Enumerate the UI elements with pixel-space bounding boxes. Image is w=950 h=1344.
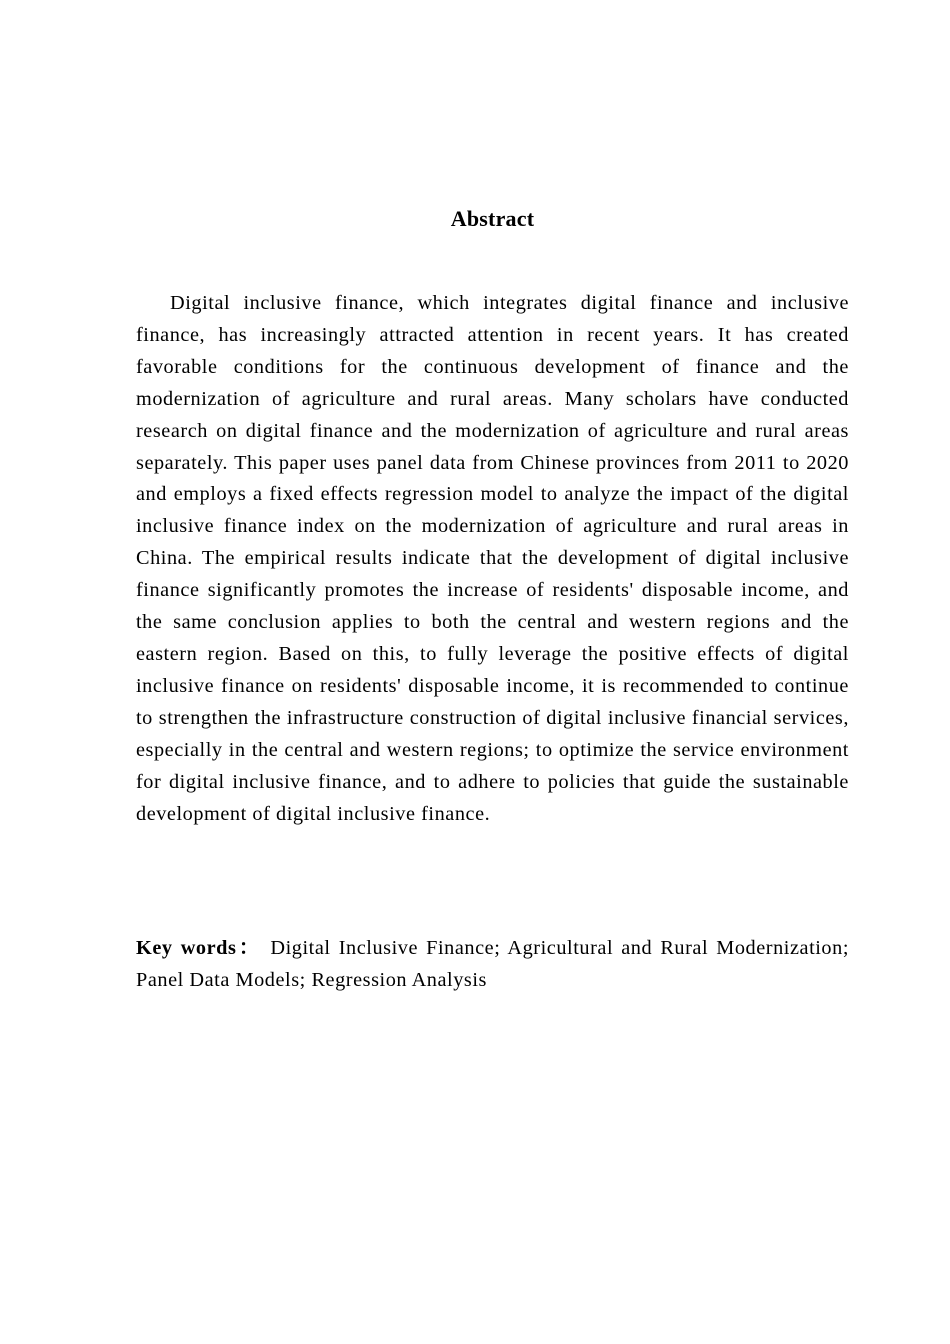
keywords-text: Digital Inclusive Finance; Agricultural and Rural Modernization; Panel Data Models; Regression Analysis xyxy=(136,937,849,991)
abstract-title: Abstract xyxy=(450,206,535,231)
keywords xyxy=(136,933,849,997)
abstract-body: Digital inclusive finance, which integrates digital finance and inclusive finance, has increasingly attracted attention in recent years. It has created favorable conditions for the continuous development of finance and the modernization of agriculture and rural areas. Many scholars have conducted research on digital finance and the modernization of agriculture and rural areas separately. This paper uses panel data from Chinese provinces from 2011 to 2020 and employs a fixed effects regression model to analyze the impact of the digital inclusive finance index on the modernization of agriculture and rural areas in China. The empirical results indicate that the development of digital inclusive finance significantly promotes the increase of residents' disposable income, and the same conclusion applies to both the central and western regions and the eastern region. Based on this, to fully leverage the positive effects of digital inclusive finance on residents' disposable income, it is recommended to continue to strengthen the infrastructure construction of digital inclusive financial services, especially in the central and western regions; to optimize the service environment for digital inclusive finance, and to adhere to policies that guide the sustainable development of digital inclusive finance. xyxy=(136,292,849,825)
keywords-label: Key words： xyxy=(136,937,263,959)
